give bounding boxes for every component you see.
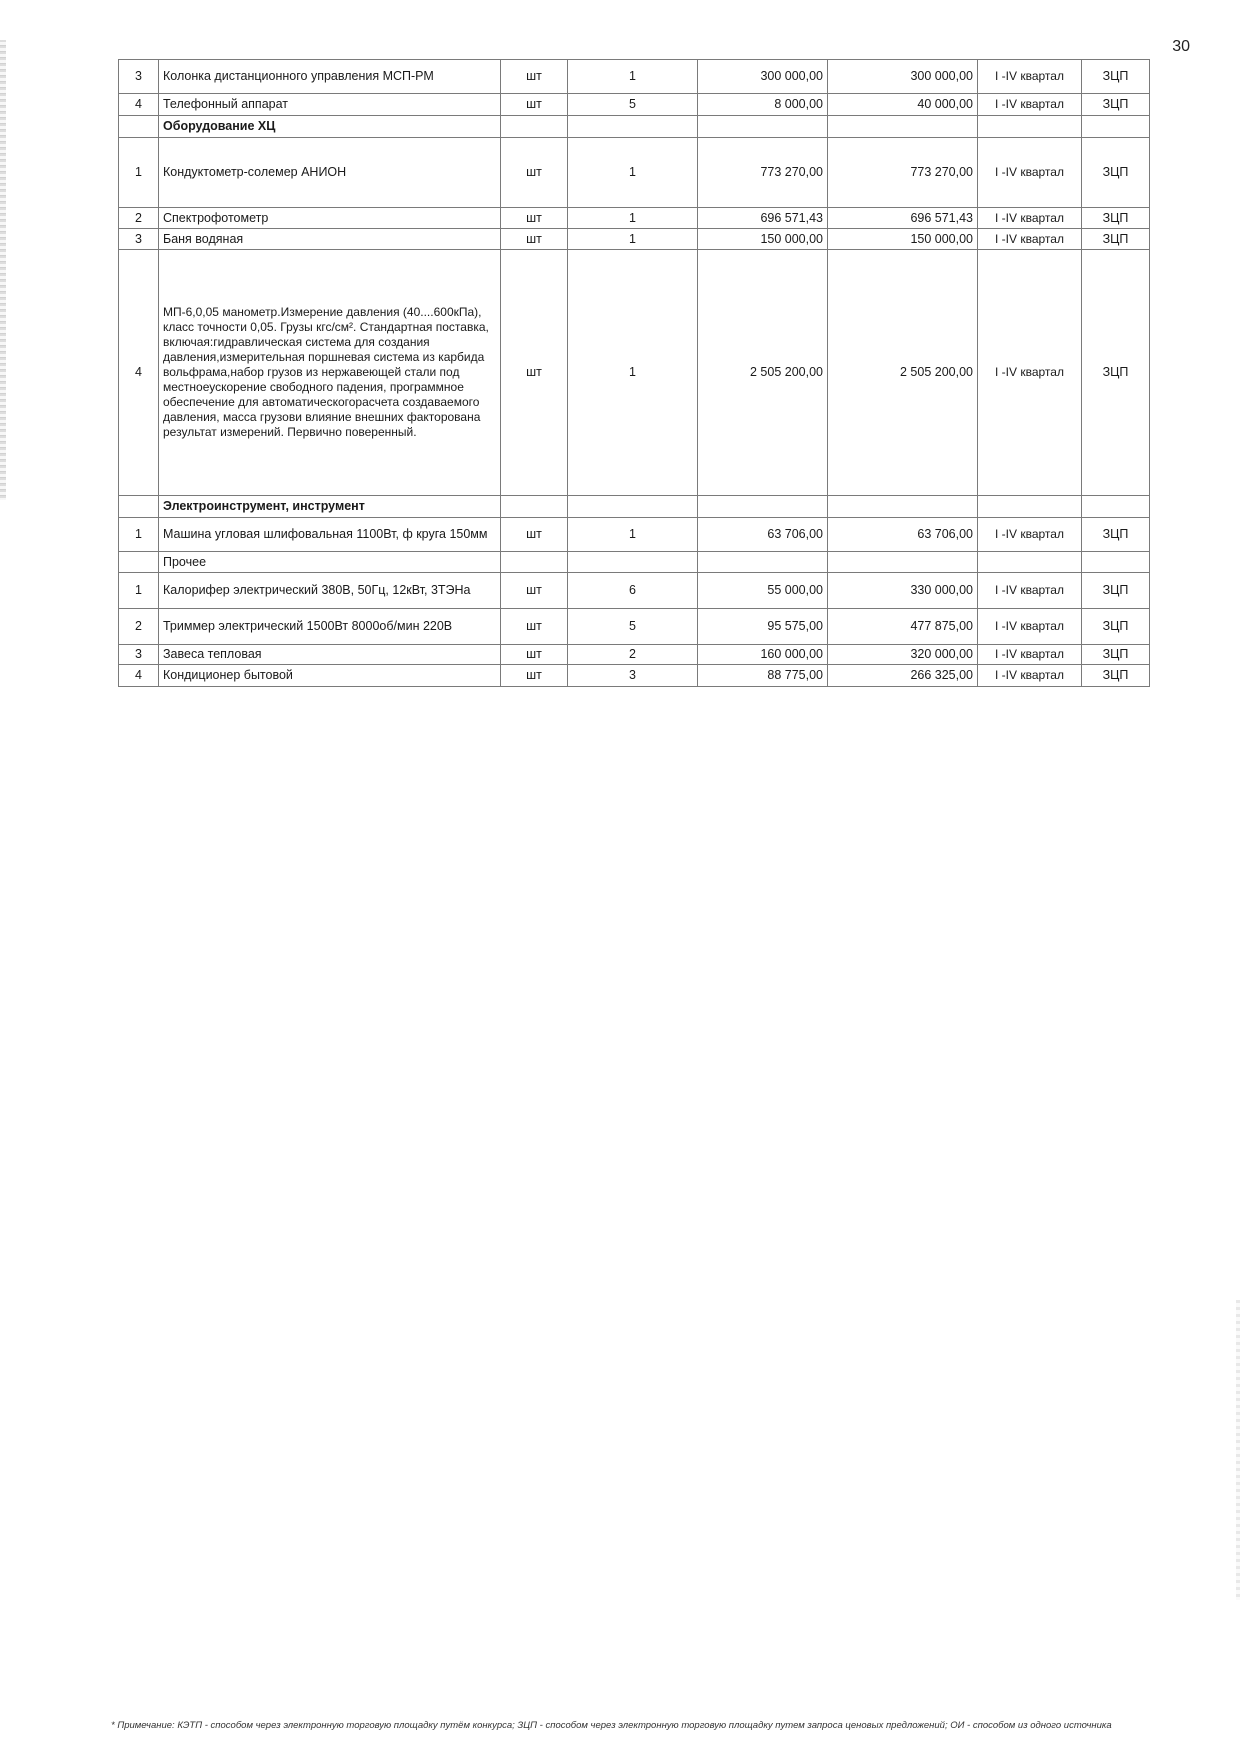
item-sum: 63 706,00 bbox=[828, 518, 978, 552]
item-period: I -IV квартал bbox=[978, 518, 1082, 552]
table-row bbox=[119, 645, 1150, 665]
item-price: 55 000,00 bbox=[698, 573, 828, 609]
item-quantity: 3 bbox=[568, 665, 698, 687]
item-method: ЗЦП bbox=[1082, 208, 1150, 229]
item-price: 696 571,43 bbox=[698, 208, 828, 229]
item-unit: шт bbox=[501, 518, 568, 552]
section-title: Электроинструмент, инструмент bbox=[159, 496, 501, 518]
table-row bbox=[119, 573, 1150, 609]
item-unit: шт bbox=[501, 60, 568, 94]
item-unit: шт bbox=[501, 229, 568, 250]
item-quantity: 1 bbox=[568, 138, 698, 208]
item-price: 63 706,00 bbox=[698, 518, 828, 552]
row-number: 3 bbox=[119, 229, 159, 250]
item-period: I -IV квартал bbox=[978, 609, 1082, 645]
row-number: 4 bbox=[119, 94, 159, 116]
item-price: 8 000,00 bbox=[698, 94, 828, 116]
item-price: 300 000,00 bbox=[698, 60, 828, 94]
table-row bbox=[119, 60, 1150, 94]
item-unit: шт bbox=[501, 645, 568, 665]
item-unit: шт bbox=[501, 250, 568, 496]
section-header-row bbox=[119, 496, 1150, 518]
item-name: Триммер электрический 1500Вт 8000об/мин 220В bbox=[159, 609, 501, 645]
item-sum: 300 000,00 bbox=[828, 60, 978, 94]
item-method: ЗЦП bbox=[1082, 250, 1150, 496]
item-quantity: 1 bbox=[568, 60, 698, 94]
item-quantity: 6 bbox=[568, 573, 698, 609]
item-price: 95 575,00 bbox=[698, 609, 828, 645]
item-sum: 266 325,00 bbox=[828, 665, 978, 687]
item-method: ЗЦП bbox=[1082, 665, 1150, 687]
item-name: Кондуктометр-солемер АНИОН bbox=[159, 138, 501, 208]
item-method: ЗЦП bbox=[1082, 60, 1150, 94]
item-method: ЗЦП bbox=[1082, 138, 1150, 208]
item-sum: 773 270,00 bbox=[828, 138, 978, 208]
item-name: Калорифер электрический 380В, 50Гц, 12кВт, 3ТЭНа bbox=[159, 573, 501, 609]
item-unit: шт bbox=[501, 665, 568, 687]
item-period: I -IV квартал bbox=[978, 94, 1082, 116]
item-unit: шт bbox=[501, 94, 568, 116]
item-period: I -IV квартал bbox=[978, 250, 1082, 496]
item-unit: шт bbox=[501, 609, 568, 645]
item-period: I -IV квартал bbox=[978, 665, 1082, 687]
item-period: I -IV квартал bbox=[978, 645, 1082, 665]
section-title: Прочее bbox=[159, 552, 501, 573]
item-name: Машина угловая шлифовальная 1100Вт, ф круга 150мм bbox=[159, 518, 501, 552]
item-name: Кондиционер бытовой bbox=[159, 665, 501, 687]
item-quantity: 5 bbox=[568, 609, 698, 645]
item-price: 160 000,00 bbox=[698, 645, 828, 665]
section-title: Оборудование ХЦ bbox=[159, 116, 501, 138]
item-price: 773 270,00 bbox=[698, 138, 828, 208]
item-name: Завеса тепловая bbox=[159, 645, 501, 665]
item-price: 88 775,00 bbox=[698, 665, 828, 687]
item-name: Телефонный аппарат bbox=[159, 94, 501, 116]
item-method: ЗЦП bbox=[1082, 229, 1150, 250]
table-row bbox=[119, 609, 1150, 645]
item-period: I -IV квартал bbox=[978, 208, 1082, 229]
row-number: 2 bbox=[119, 208, 159, 229]
item-sum: 320 000,00 bbox=[828, 645, 978, 665]
item-unit: шт bbox=[501, 573, 568, 609]
scan-edge-artifact bbox=[0, 40, 6, 500]
item-sum: 477 875,00 bbox=[828, 609, 978, 645]
row-number: 1 bbox=[119, 518, 159, 552]
table-row bbox=[119, 665, 1150, 687]
item-sum: 696 571,43 bbox=[828, 208, 978, 229]
item-name: Баня водяная bbox=[159, 229, 501, 250]
item-quantity: 5 bbox=[568, 94, 698, 116]
item-quantity: 1 bbox=[568, 518, 698, 552]
row-number: 1 bbox=[119, 138, 159, 208]
section-header-row bbox=[119, 552, 1150, 573]
item-name: Спектрофотометр bbox=[159, 208, 501, 229]
scan-edge-artifact-right bbox=[1236, 1300, 1240, 1600]
item-period: I -IV квартал bbox=[978, 138, 1082, 208]
item-sum: 40 000,00 bbox=[828, 94, 978, 116]
table-row bbox=[119, 94, 1150, 116]
item-quantity: 2 bbox=[568, 645, 698, 665]
page-number: 30 bbox=[1172, 38, 1190, 55]
item-quantity: 1 bbox=[568, 250, 698, 496]
section-header-row bbox=[119, 116, 1150, 138]
item-price: 2 505 200,00 bbox=[698, 250, 828, 496]
row-number: 3 bbox=[119, 645, 159, 665]
procurement-table bbox=[118, 59, 1150, 687]
item-period: I -IV квартал bbox=[978, 573, 1082, 609]
item-method: ЗЦП bbox=[1082, 645, 1150, 665]
item-sum: 2 505 200,00 bbox=[828, 250, 978, 496]
table-row bbox=[119, 208, 1150, 229]
item-method: ЗЦП bbox=[1082, 573, 1150, 609]
row-number: 4 bbox=[119, 665, 159, 687]
footnote: * Примечание: КЭТП - способом через электронную торговую площадку путём конкурса; ЗЦП - способом через электронную торговую площадку путем запроса ценовых предложений; ОИ - способом из одного источника bbox=[111, 1720, 1112, 1731]
item-period: I -IV квартал bbox=[978, 60, 1082, 94]
row-number: 1 bbox=[119, 573, 159, 609]
table-row bbox=[119, 518, 1150, 552]
table-row bbox=[119, 229, 1150, 250]
item-method: ЗЦП bbox=[1082, 518, 1150, 552]
row-number: 2 bbox=[119, 609, 159, 645]
item-sum: 330 000,00 bbox=[828, 573, 978, 609]
table-row bbox=[119, 250, 1150, 496]
item-sum: 150 000,00 bbox=[828, 229, 978, 250]
item-price: 150 000,00 bbox=[698, 229, 828, 250]
item-method: ЗЦП bbox=[1082, 94, 1150, 116]
item-quantity: 1 bbox=[568, 229, 698, 250]
row-number: 4 bbox=[119, 250, 159, 496]
item-unit: шт bbox=[501, 208, 568, 229]
table-row bbox=[119, 138, 1150, 208]
item-method: ЗЦП bbox=[1082, 609, 1150, 645]
item-period: I -IV квартал bbox=[978, 229, 1082, 250]
item-quantity: 1 bbox=[568, 208, 698, 229]
row-number: 3 bbox=[119, 60, 159, 94]
item-unit: шт bbox=[501, 138, 568, 208]
item-name: Колонка дистанционного управления МСП-РМ bbox=[159, 60, 501, 94]
item-name: МП-6,0,05 манометр.Измерение давления (40....600кПа), класс точности 0,05. Грузы кгс/см². Стандартная поставка, включая:гидравлическая система для создания давления,измерительная поршневая система из карбида вольфрама,набор грузов из нержавеющей стали под местноеускорение свободного падения, программное обеспечение для автоматическогорасчета создаваемого давления, масса грузови влияние внешних факторована результат измерений. Первично поверенный. bbox=[159, 250, 501, 496]
